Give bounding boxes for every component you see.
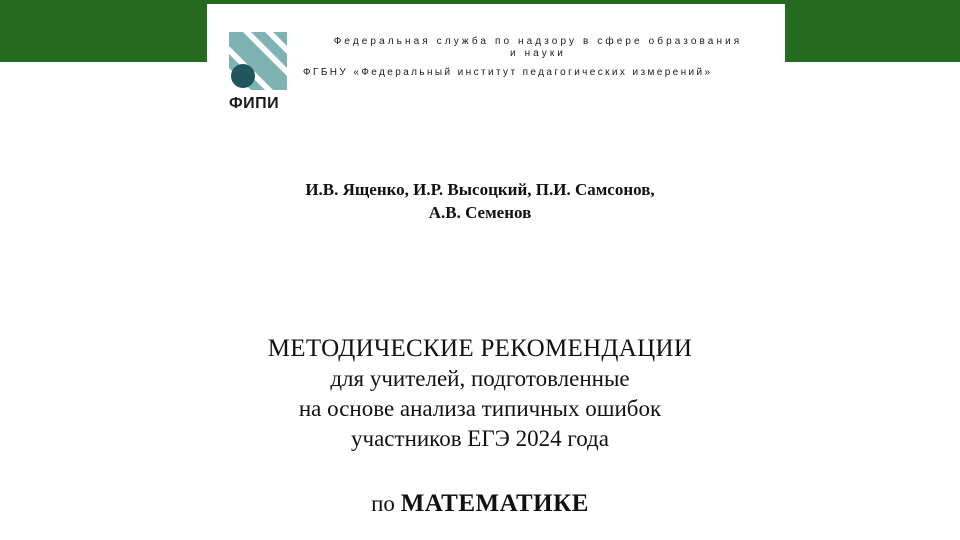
header-card xyxy=(207,4,785,122)
document-title xyxy=(220,334,740,454)
subject-prefix: по xyxy=(371,491,395,516)
authors xyxy=(240,178,720,224)
title-line-4: участников ЕГЭ 2024 года xyxy=(351,426,609,451)
agency-line-1: Федеральная служба по надзору в сфере образования xyxy=(333,36,743,47)
logo-text: ФИПИ xyxy=(229,95,280,112)
title-line-3: на основе анализа типичных ошибок xyxy=(298,396,662,421)
title-line-1: МЕТОДИЧЕСКИЕ РЕКОМЕНДАЦИИ xyxy=(267,335,693,362)
agency-block xyxy=(303,36,773,78)
authors-line-2: А.В. Семенов xyxy=(428,203,532,222)
title-line-2: для учителей, подготовленные xyxy=(330,366,630,391)
subject-name: МАТЕМАТИКЕ xyxy=(400,490,589,517)
agency-line-2: и науки xyxy=(510,48,566,59)
agency-line-3: ФГБНУ «Федеральный институт педагогических измерений» xyxy=(303,67,713,78)
authors-line-1: И.В. Ященко, И.Р. Высоцкий, П.И. Самсонов, xyxy=(305,180,655,199)
fipi-logo xyxy=(229,32,287,114)
fipi-logo-icon xyxy=(229,32,287,90)
subject-line xyxy=(260,490,700,518)
